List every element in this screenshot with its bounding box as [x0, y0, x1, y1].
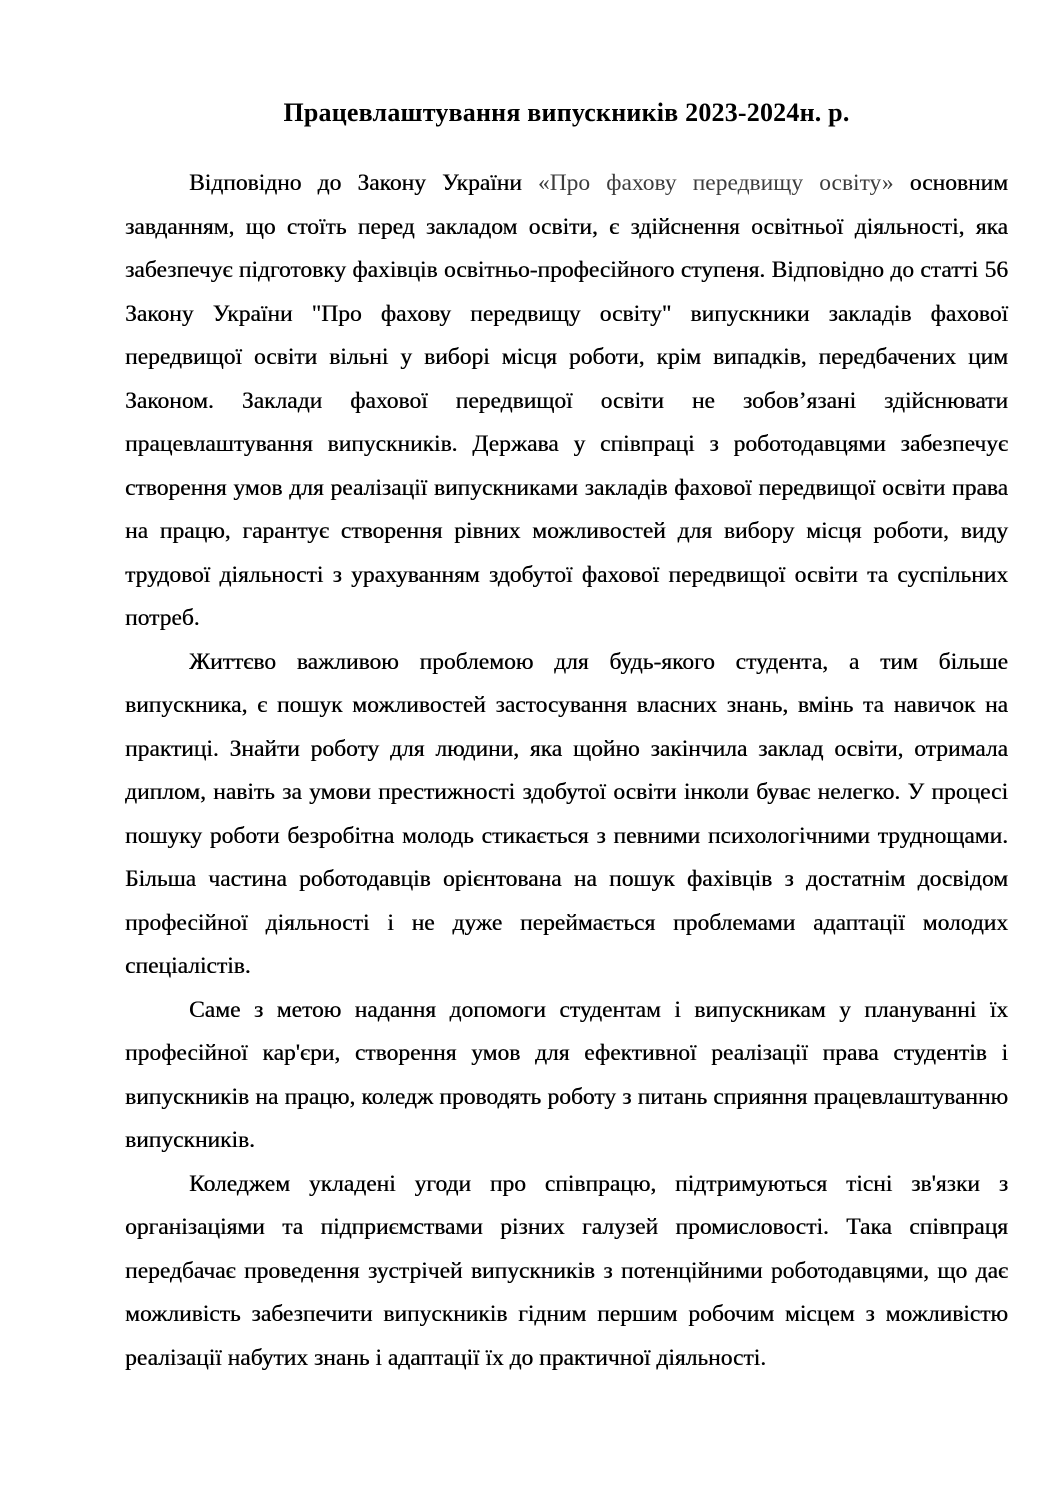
- paragraph: [125, 162, 1008, 641]
- quoted-law-title: «Про фахову передвищу освіту»: [537, 170, 894, 196]
- paragraph: Коледжем укладені угоди про співпрацю, підтримуються тісні зв'язки з організаціями та підприємствами різних галузей промисловості. Така співпраця передбачає проведення зустрічей випускників з потенційними роботодавцями, що дає можливість забезпечити випускників гідним першим робочим місцем з можливістю реалізації набутих знань і адаптації їх до практичної діяльності.: [125, 1170, 1008, 1371]
- paragraph: Життєво важливою проблемою для будь-якого студента, а тим більше випускника, є пошук можливостей застосування власних знань, вмінь та навичок на практиці. Знайти роботу для людини, яка щойно закінчила заклад освіти, отримала диплом, навіть за умови престижності здобутої освіти інколи буває нелегко. У процесі пошуку роботи безробітна молодь стикається з певними психологічними труднощами. Більша частина роботодавців орієнтована на пошук фахівців з достатнім досвідом професійної діяльності і не дуже переймається проблемами адаптації молодих спеціалістів.: [125, 648, 1008, 979]
- paragraph-text: Відповідно до Закону України: [189, 170, 538, 196]
- paragraph-text: основним завданням, що стоїть перед закладом освіти, є здійснення освітньої діяльності, яка забезпечує підготовку фахівців освітньо-професійного ступеня. Відповідно до статті 56 Закону України "Про фахову передвищу освіту" випускники закладів фахової передвищої освіти вільні у виборі місця роботи, крім випадків, передбачених цим Законом. Заклади фахової передвищої освіти не зобов’язані здійснювати працевлаштування випускників. Держава у співпраці з роботодавцями забезпечує створення умов для реалізації випускниками закладів фахової передвищої освіти права на працю, гарантує створення рівних можливостей для вибору місця роботи, виду трудової діяльності з урахуванням здобутої фахової передвищої освіти та суспільних потреб.: [125, 170, 1008, 631]
- document-body: [125, 98, 1008, 1380]
- page-title: Працевлаштування випускників 2023-2024н. р.: [283, 98, 850, 127]
- paragraph: Саме з метою надання допомоги студентам і випускникам у плануванні їх професійної кар'єри, створення умов для ефективної реалізації права студентів і випускників на працю, коледж проводять роботу з питань сприяння працевлаштуванню випускників.: [125, 996, 1008, 1153]
